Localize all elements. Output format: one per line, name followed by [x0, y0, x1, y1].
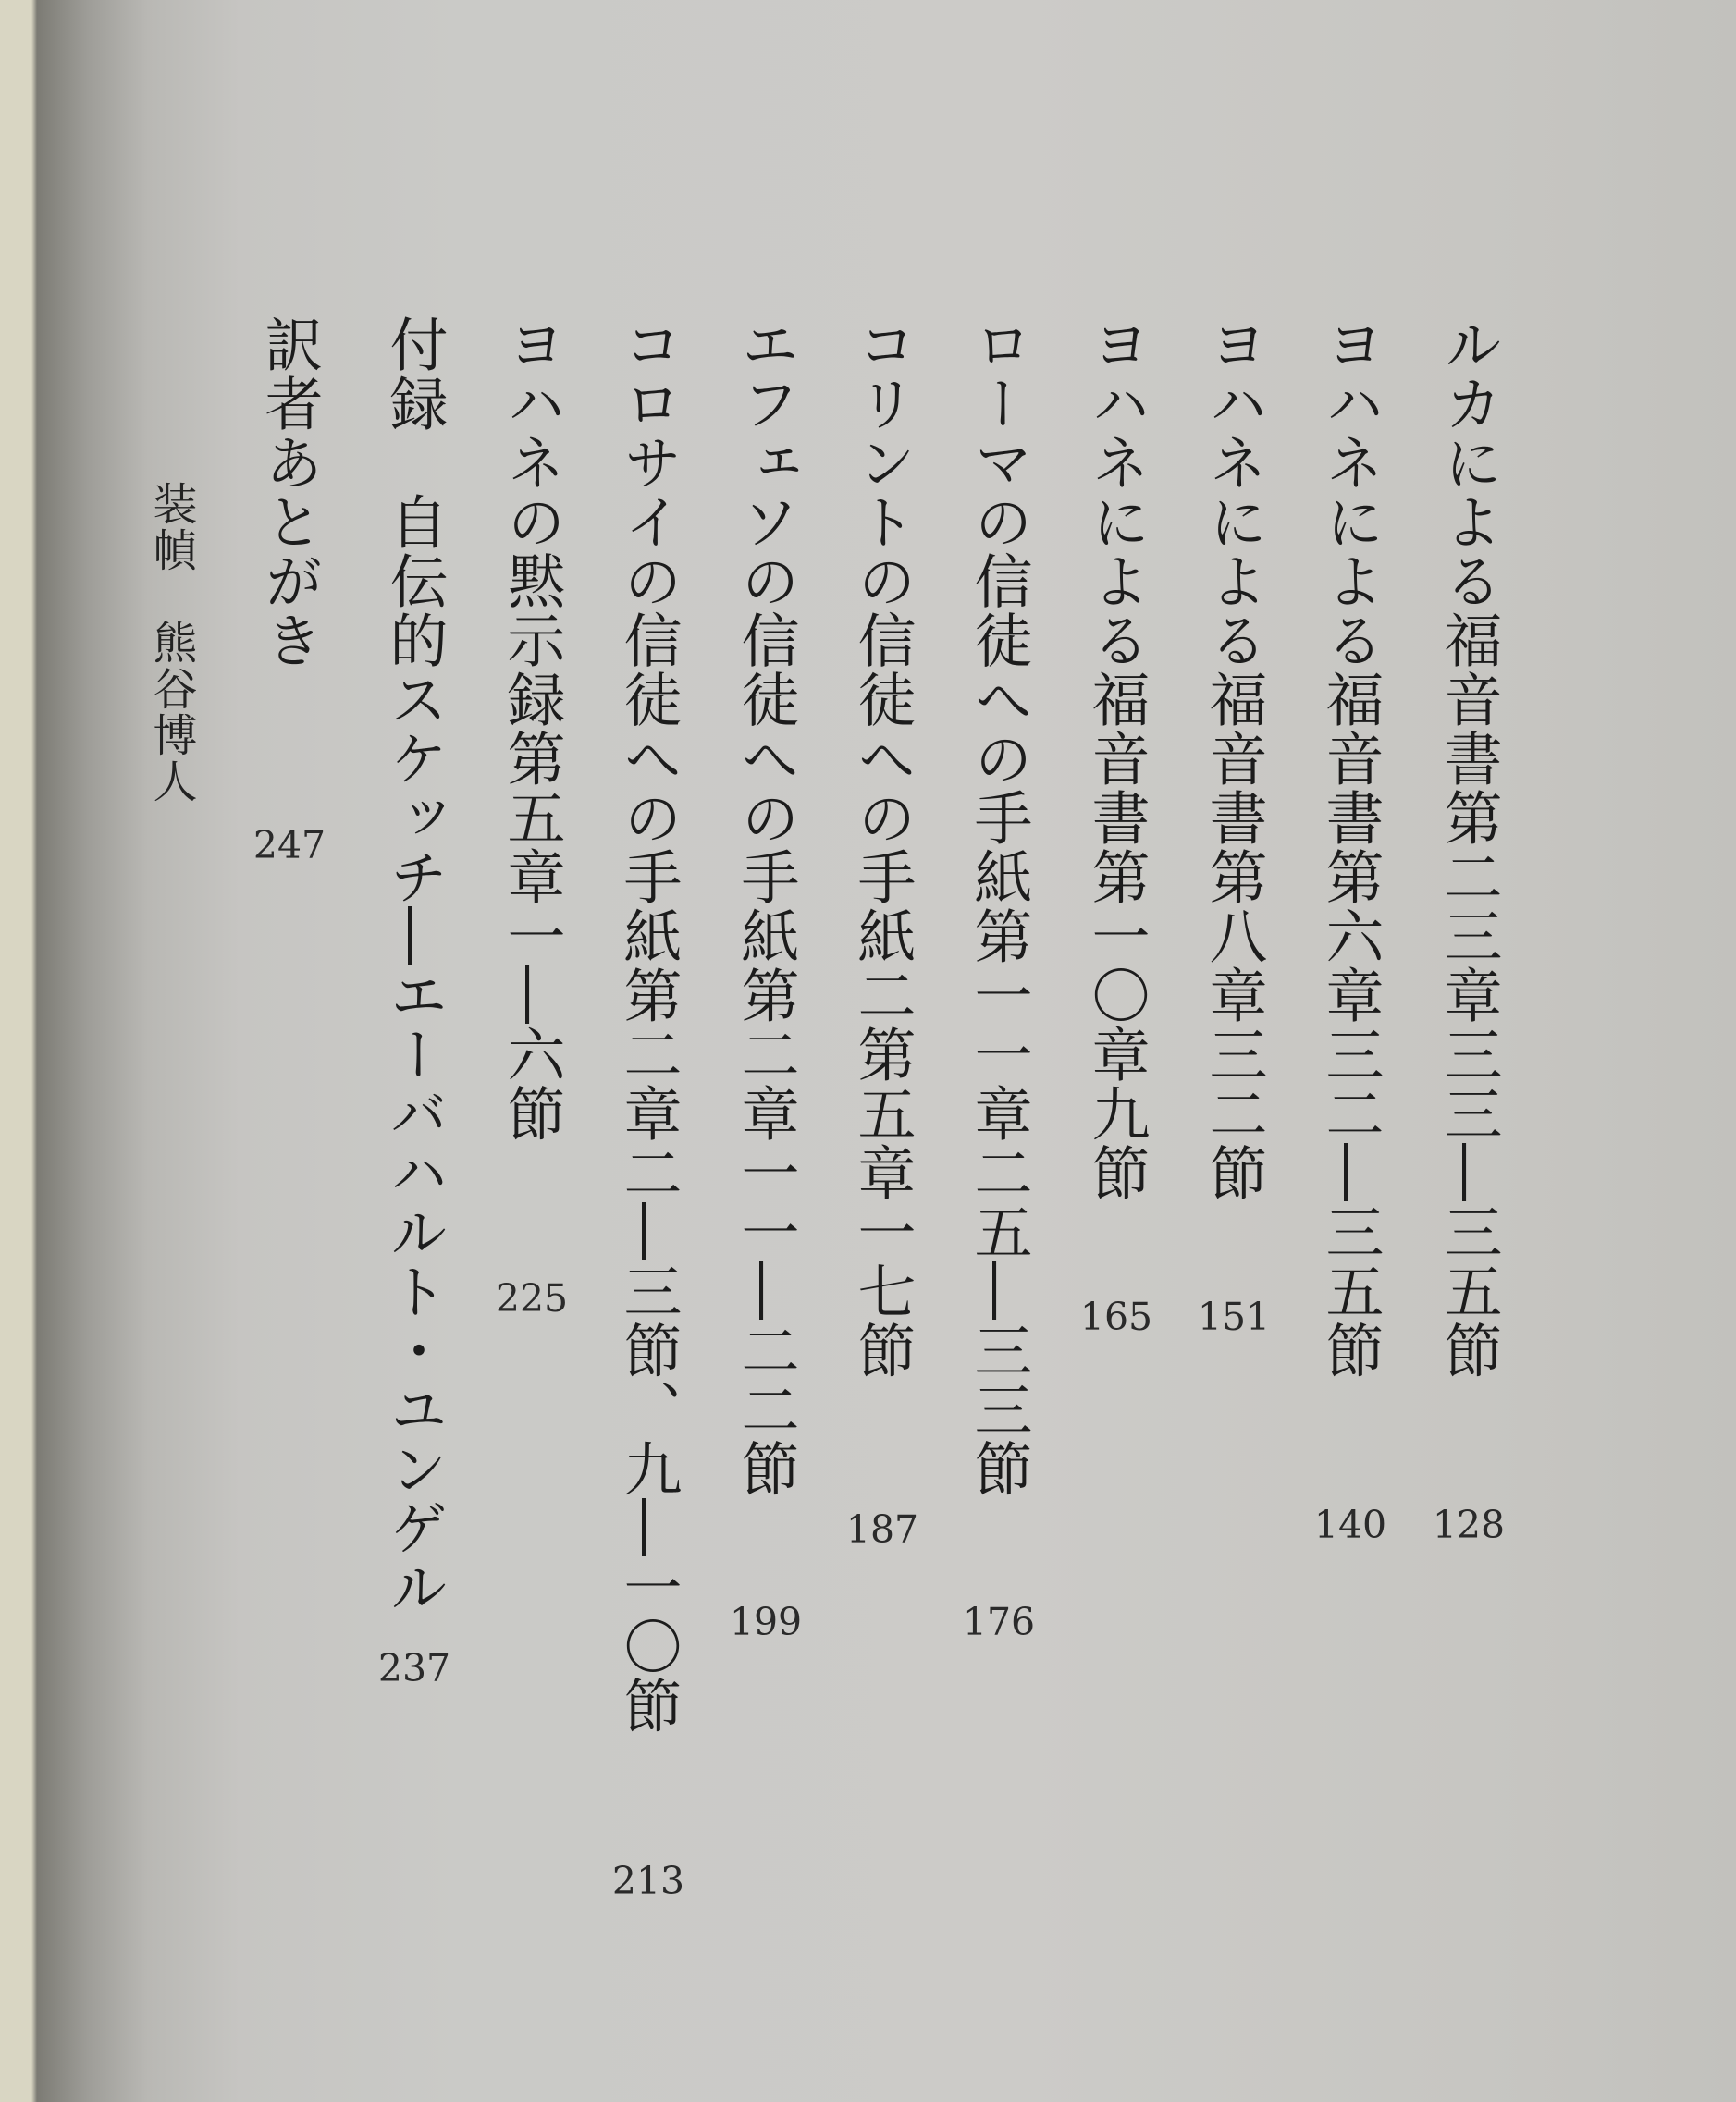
toc-entry-title: 付録 自伝的スケッチ―エーバハルト・ユンゲル — [380, 314, 449, 1616]
toc-entry — [234, 314, 345, 2071]
toc-entry — [359, 314, 470, 2071]
toc-entry-page: 247 — [252, 823, 326, 867]
toc-entry-page: 165 — [1079, 1295, 1153, 1339]
toc-entry — [1061, 314, 1172, 2071]
toc-entry-title: コリントの信徒への手紙二第五章一七節 — [848, 314, 917, 1380]
toc-entry-page: 213 — [611, 1859, 685, 1903]
toc-entry-page: 199 — [729, 1600, 803, 1644]
toc-entry — [1178, 314, 1289, 2071]
toc-entry — [827, 314, 938, 2071]
toc-entry-title: ローマの信徒への手紙第一一章二五―三三節 — [965, 314, 1033, 1498]
toc-entry — [1295, 314, 1406, 2071]
toc-entry — [943, 314, 1054, 2071]
toc-entry-title: コロサイの信徒への手紙第二章二―三節、九―一〇節 — [614, 314, 683, 1735]
toc-entry — [593, 314, 704, 2071]
toc-entry-page: 225 — [495, 1276, 569, 1321]
credit-text: 装幀 熊谷博人 — [145, 481, 197, 805]
toc-entry-page: 128 — [1432, 1503, 1506, 1547]
toc-entry-page: 187 — [845, 1507, 919, 1552]
cover-design-credit — [134, 481, 208, 851]
toc-entry-title: ヨハネによる福音書第一〇章九節 — [1082, 314, 1151, 1202]
toc-entry-page: 176 — [962, 1600, 1036, 1644]
toc-entry-title: ルカによる福音書第二三章三三―三五節 — [1434, 314, 1503, 1380]
toc-entry-title: 訳者あとがき — [255, 314, 324, 670]
toc-entry — [476, 314, 587, 2071]
toc-entry — [710, 314, 821, 2071]
toc-entry-title: エフェソの信徒への手紙第二章一一―二二節 — [732, 314, 800, 1498]
toc-entry-title: ヨハネによる福音書第八章三二節 — [1200, 314, 1268, 1202]
toc-entry-title: ヨハネの黙示録第五章一―六節 — [498, 314, 566, 1143]
toc-entry-page: 237 — [377, 1646, 451, 1690]
toc-entry-page: 140 — [1313, 1503, 1387, 1547]
toc-entry — [1413, 314, 1524, 2071]
toc-entry-page: 151 — [1197, 1295, 1271, 1339]
toc-entry-title: ヨハネによる福音書第六章三二―三五節 — [1316, 314, 1385, 1380]
